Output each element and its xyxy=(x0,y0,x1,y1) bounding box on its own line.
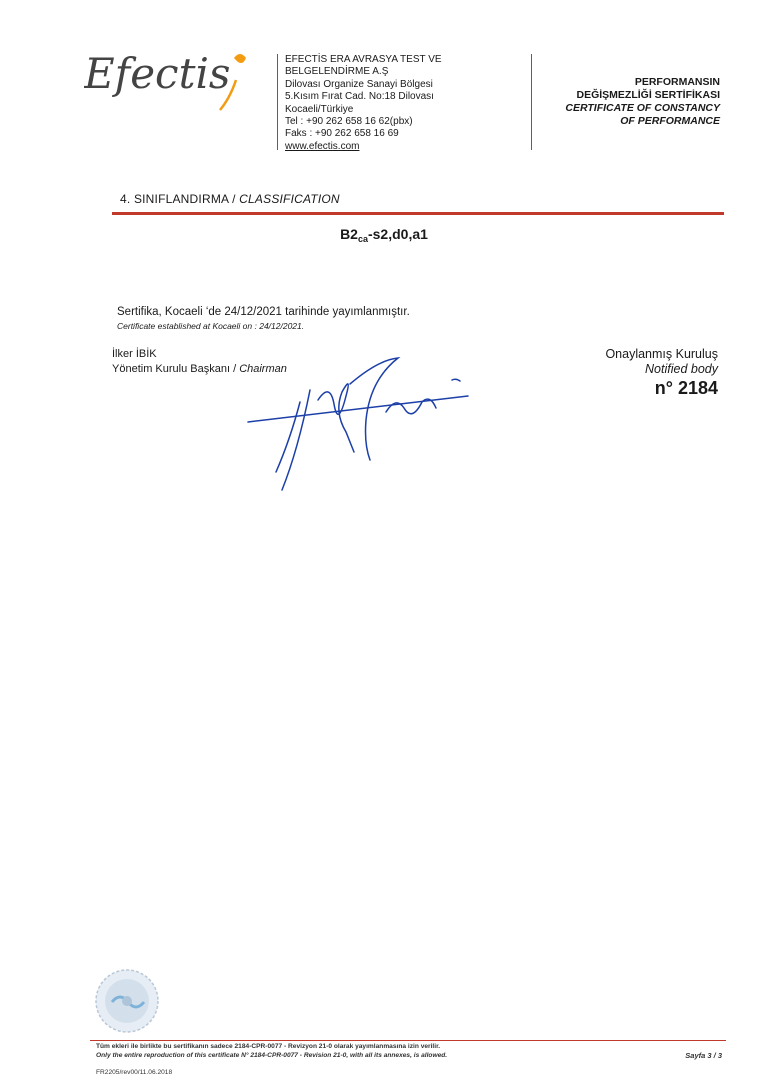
company-name-line2: BELGELENDİRME A.Ş xyxy=(285,66,389,78)
signer-name: İlker İBİK xyxy=(112,348,157,360)
footer-divider xyxy=(90,1040,726,1041)
footer-note-tr: Tüm ekleri ile birlikte bu sertifikanın sadece 2184-CPR-0077 - Revizyon 21-0 olarak yayımlanmasına izin verilir. xyxy=(96,1043,441,1050)
header-divider-left xyxy=(277,54,278,150)
page-number: Sayfa 3 / 3 xyxy=(685,1051,722,1060)
cert-title-tr-line2: DEĞİŞMEZLİĞİ SERTİFİKASI xyxy=(576,89,720,101)
cert-title-en-line2: OF PERFORMANCE xyxy=(620,115,720,127)
logo-text: Efectis xyxy=(84,49,231,98)
notified-body-en: Notified body xyxy=(645,362,718,376)
company-info xyxy=(285,54,525,153)
classification-main: B2 xyxy=(340,226,358,242)
notified-body-tr: Onaylanmış Kuruluş xyxy=(605,347,718,361)
company-website-link[interactable]: www.efectis.com xyxy=(285,140,360,152)
classification-value xyxy=(0,226,768,244)
statement-tr: Sertifika, Kocaeli ‘de 24/12/2021 tarihinde yayımlanmıştır. xyxy=(117,306,410,318)
cert-title-tr-line1: PERFORMANSIN xyxy=(634,76,720,88)
signer-role-en: Chairman xyxy=(239,363,287,375)
form-code: FR2205/rev00/11.06.2018 xyxy=(96,1069,173,1076)
notified-body-number: n° 2184 xyxy=(654,378,718,398)
statement-en: Certificate established at Kocaeli on : 24/12/2021. xyxy=(117,321,305,331)
logo-flame-icon xyxy=(234,54,246,63)
company-tel: Tel : +90 262 658 16 62(pbx) xyxy=(285,116,413,128)
section-label-tr: 4. SINIFLANDIRMA / xyxy=(120,192,240,206)
cert-title-en-line1: CERTIFICATE OF CONSTANCY xyxy=(565,102,720,114)
company-address-line3: Kocaeli/Türkiye xyxy=(285,103,354,115)
section-label-en: CLASSIFICATION xyxy=(239,192,340,206)
certification-seal-icon xyxy=(94,968,160,1034)
company-address-line2: 5.Kısım Fırat Cad. No:18 Dilovası xyxy=(285,91,434,103)
company-fax: Faks : +90 262 658 16 69 xyxy=(285,128,399,140)
footer-note-en: Only the entire reproduction of this certificate N° 2184-CPR-0077 - Revision 21-0, with all its annexes, is allowed. xyxy=(96,1052,448,1059)
classification-sub: ca xyxy=(357,234,368,244)
signature xyxy=(238,340,538,500)
certificate-title xyxy=(490,76,720,128)
classification-rest: -s2,d0,a1 xyxy=(367,226,428,242)
efectis-logo xyxy=(84,44,274,116)
company-name-line1: EFECTİS ERA AVRASYA TEST VE xyxy=(285,54,442,65)
signer-role-tr: Yönetim Kurulu Başkanı / xyxy=(112,363,240,375)
section-heading xyxy=(120,192,340,206)
notified-body xyxy=(605,347,718,377)
section-divider xyxy=(112,212,724,215)
company-address-line1: Dilovası Organize Sanayi Bölgesi xyxy=(285,78,433,90)
